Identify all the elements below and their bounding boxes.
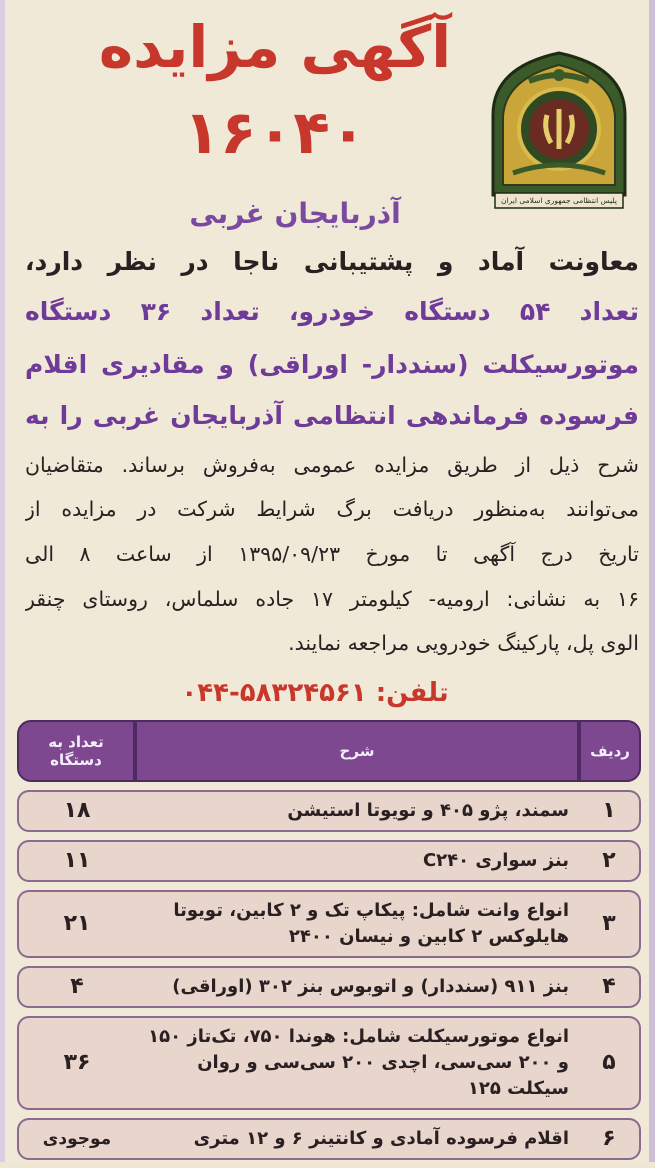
row-qty: ۲۱ xyxy=(17,890,135,958)
row-desc: بنز ۹۱۱ (سنددار) و اتوبوس بنز ۳۰۲ (اوراقی) xyxy=(135,966,579,1008)
row-desc: انواع وانت شامل: پیکاپ تک و ۲ کابین، تویوتا هایلوکس ۲ کابین و نیسان ۲۴۰۰ xyxy=(135,890,579,958)
ad-number: ۱۶۰۴۰ xyxy=(183,98,367,168)
phone-number: ۰۴۴-۵۸۳۲۴۵۶۱ xyxy=(181,678,367,708)
body-line-1: معاونت آماد و پشتیبانی ناجا در نظر دارد، xyxy=(25,247,639,276)
row-idx: ۳ xyxy=(579,890,641,958)
police-emblem-icon xyxy=(483,45,635,210)
row-idx: ۴ xyxy=(579,966,641,1008)
row-qty: ۳۶ xyxy=(17,1016,135,1110)
ad-title: آگهی مزایده xyxy=(98,13,452,81)
body-line-6: می‌توانند به‌منظور دریافت برگ شرایط شرکت در مزایده از xyxy=(25,497,639,521)
body-line-3: موتورسیکلت (سنددار- اوراقی) و مقادیری اقلام xyxy=(25,350,639,379)
row-idx: ۲ xyxy=(579,840,641,882)
body-line-2: تعداد ۵۴ دستگاه خودرو، تعداد ۳۶ دستگاه xyxy=(25,297,639,326)
row-idx: ۱ xyxy=(579,790,641,832)
header-desc: شرح xyxy=(135,720,579,782)
table-row xyxy=(17,890,641,958)
body-line-9: الوی پل، پارکینگ خودرویی مراجعه نمایند. xyxy=(288,631,639,655)
row-qty: موجودی xyxy=(17,1118,135,1160)
phone-label: تلفن: xyxy=(375,678,449,708)
body-line-7: تاریخ درج آگهی تا مورخ ۱۳۹۵/۰۹/۲۳ از ساعت ۸ الی xyxy=(25,542,639,566)
header-idx: ردیف xyxy=(579,720,641,782)
row-qty: ۱۱ xyxy=(17,840,135,882)
table-row xyxy=(17,966,641,1008)
body-line-5: شرح ذیل از طریق مزایده عمومی به‌فروش برساند. متقاضیان xyxy=(25,453,639,477)
table-row xyxy=(17,1016,641,1110)
body-line-8: ۱۶ به نشانی: ارومیه- کیلومتر ۱۷ جاده سلماس، روستای چنقر xyxy=(25,587,639,611)
table-header-row xyxy=(17,720,641,782)
header-qty: تعداد به دستگاه xyxy=(17,720,135,782)
table-row xyxy=(17,1118,641,1160)
row-qty: ۱۸ xyxy=(17,790,135,832)
emblem-caption: پلیس انتظامی جمهوری اسلامی ایران xyxy=(501,196,617,205)
row-desc: انواع موتورسیکلت شامل: هوندا ۷۵۰، تک‌تاز ۱۵۰ و ۲۰۰ سی‌سی، اچدی ۲۰۰ سی‌سی و روان سیکلت ۱۲۵ xyxy=(135,1016,579,1110)
row-desc: سمند، پژو ۴۰۵ و تویوتا استیشن xyxy=(135,790,579,832)
row-qty: ۴ xyxy=(17,966,135,1008)
table-row xyxy=(17,790,641,832)
region-title: آذربایجان غربی xyxy=(189,197,401,230)
items-table xyxy=(17,712,641,1168)
body-line-4: فرسوده فرماندهی انتظامی آذربایجان غربی را به xyxy=(25,401,639,430)
row-desc: اقلام فرسوده آمادی و کانتینر ۶ و ۱۲ متری xyxy=(135,1118,579,1160)
phone-line xyxy=(165,673,465,713)
table-row xyxy=(17,840,641,882)
row-desc: بنز سواری C۲۴۰ xyxy=(135,840,579,882)
row-idx: ۵ xyxy=(579,1016,641,1110)
row-idx: ۶ xyxy=(579,1118,641,1160)
